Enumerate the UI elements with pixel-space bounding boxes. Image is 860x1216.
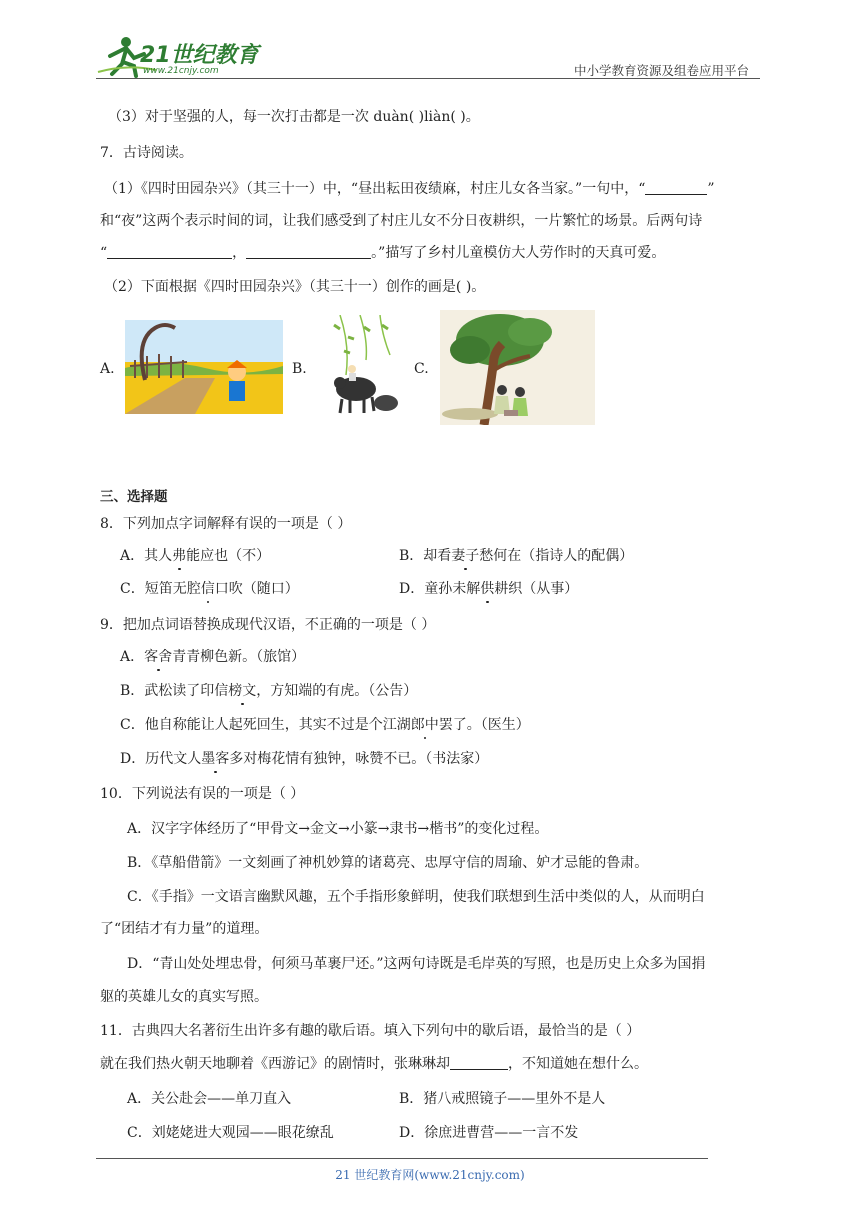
q9-b-pre: B．武松读了印信 xyxy=(120,683,229,699)
q10-title: 10．下列说法有误的一项是（ ） xyxy=(100,786,305,802)
q8-d-pre: D．童孙未解 xyxy=(399,581,481,597)
painting-b-buffalo-image xyxy=(320,315,405,421)
section-heading: 三、选择题 xyxy=(100,489,168,505)
q8-option-a[interactable] xyxy=(120,545,270,565)
q11-option-d[interactable]: D．徐庶进曹营——一言不发 xyxy=(399,1125,579,1141)
q11-stem-a: 就在我们热火朝天地聊着《西游记》的剧情时，张琳琳却 xyxy=(100,1056,450,1072)
q8-option-c[interactable] xyxy=(120,578,299,598)
q7-p1-l1-text: （1）《四时田园杂兴》（其三十一）中，“昼出耘田夜绩麻，村庄儿女各当家。”一句中，“ xyxy=(104,181,646,197)
q7-p1-l1-close: ” xyxy=(707,181,715,197)
q9-option-a[interactable] xyxy=(120,646,305,666)
q10-option-c-line1[interactable]: C．《手指》一文语言幽默风趣，五个手指形象鲜明，使我们联想到生活中类似的人，从而明白 xyxy=(127,889,705,905)
option-a-label: A. xyxy=(100,361,115,377)
q9-title: 9．把加点词语替换成现代汉语，不正确的一项是（ ） xyxy=(100,617,436,633)
logo-url: www.21cnjy.com xyxy=(143,66,219,76)
q9-d-pre: D．历代文人 xyxy=(120,751,202,767)
answer-blank[interactable] xyxy=(246,244,371,259)
q8-b-pre: B．却看 xyxy=(399,548,452,564)
q7-p1-l3-text: 。”描写了乡村儿童模仿大人劳作时的天真可爱。 xyxy=(371,245,666,261)
q8-title: 8．下列加点字词解释有误的一项是（ ） xyxy=(100,516,352,532)
painting-c-tree-image xyxy=(440,310,595,425)
q9-a-post: 青青柳色新。（旅馆） xyxy=(172,649,306,665)
emphasis-dot-word: 信 xyxy=(201,578,215,598)
q11-stem-b: ，不知道她在想什么。 xyxy=(508,1056,648,1072)
q9-c-post: 罢了。（医生） xyxy=(438,717,530,733)
answer-blank[interactable] xyxy=(107,244,232,259)
q11-option-a[interactable]: A．关公赴会——单刀直入 xyxy=(127,1091,292,1107)
q9-option-c[interactable] xyxy=(120,714,530,734)
q7-title: 7．古诗阅读。 xyxy=(100,145,193,161)
q7-p1-l3-open: “ xyxy=(100,245,108,261)
q8-c-post: 口吹（随口） xyxy=(214,581,299,597)
emphasis-dot-word: 供 xyxy=(480,578,494,598)
header-divider xyxy=(96,78,760,79)
q8-c-pre: C．短笛无腔 xyxy=(120,581,201,597)
q8-a-post: 能应也（不） xyxy=(186,548,271,564)
q11-option-c[interactable]: C．刘姥姥进大观园——眼花缭乱 xyxy=(127,1125,334,1141)
q7-p1-l3-comma: ， xyxy=(232,245,247,261)
q10-option-d-line1[interactable]: D．“青山处处埋忠骨，何须马革裹尸还。”这两句诗既是毛岸英的写照，也是历史上众多为国捐 xyxy=(127,956,706,972)
option-c-label: C. xyxy=(414,361,429,377)
q8-option-d[interactable] xyxy=(399,578,578,598)
painting-a-field-image xyxy=(125,320,283,414)
emphasis-dot-word: 弗 xyxy=(172,545,186,565)
q10-option-a[interactable]: A．汉字字体经历了“甲骨文→金文→小篆→隶书→楷书”的变化过程。 xyxy=(127,821,549,837)
q7-part1-line3 xyxy=(100,242,665,262)
q10-option-d-line2: 躯的英雄儿女的真实写照。 xyxy=(100,989,268,1005)
q10-option-b[interactable]: B．《草船借箭》一文刻画了神机妙算的诸葛亮、忠厚守信的周瑜、妒才忌能的鲁肃。 xyxy=(127,855,649,871)
answer-blank[interactable] xyxy=(450,1055,508,1070)
q7-part1-line1 xyxy=(104,178,715,198)
q8-a-pre: A．其人 xyxy=(120,548,173,564)
q9-d-post: 多对梅花情有独钟，咏赞不已。（书法家） xyxy=(229,751,489,767)
emphasis-dot-word: 榜文 xyxy=(228,680,256,700)
q9-option-b[interactable] xyxy=(120,680,417,700)
q9-option-d[interactable] xyxy=(120,748,488,768)
emphasis-dot-word: 妻子 xyxy=(451,545,479,565)
q9-a-pre: A． xyxy=(120,649,145,665)
q8-d-post: 耕织（从事） xyxy=(494,581,579,597)
q11-stem xyxy=(100,1053,648,1073)
q11-title: 11．古典四大名著衍生出许多有趣的歇后语。填入下列句中的歇后语，最恰当的是（ ） xyxy=(100,1023,641,1039)
footer-site-link[interactable]: 21 世纪教育网(www.21cnjy.com) xyxy=(335,1168,525,1182)
emphasis-dot-word: 郎中 xyxy=(411,714,439,734)
logo-text: 21世纪教育 xyxy=(140,43,259,68)
q6-part3: （3）对于坚强的人，每一次打击都是一次 duàn( )liàn( )。 xyxy=(108,109,480,125)
option-b-label: B. xyxy=(292,361,307,377)
q9-c-pre: C．他自称能让人起死回生，其实不过是个江湖 xyxy=(120,717,411,733)
q8-b-post: 愁何在（指诗人的配偶） xyxy=(479,548,634,564)
emphasis-dot-word: 客舍 xyxy=(144,646,172,666)
header-platform-name: 中小学教育资源及组卷应用平台 xyxy=(574,63,750,78)
q8-option-b[interactable] xyxy=(399,545,633,565)
answer-blank[interactable] xyxy=(645,180,707,195)
q11-option-b[interactable]: B．猪八戒照镜子——里外不是人 xyxy=(399,1091,606,1107)
q9-b-post: ，方知端的有虎。（公告） xyxy=(256,683,418,699)
q10-option-c-line2: 了“团结才有力量”的道理。 xyxy=(100,921,269,937)
q7-part1-line2: 和“夜”这两个表示时间的词，让我们感受到了村庄儿女不分日夜耕织，一片繁忙的场景。后两句诗 xyxy=(100,213,703,229)
emphasis-dot-word: 墨客 xyxy=(201,748,229,768)
q7-part2: （2）下面根据《四时田园杂兴》（其三十一）创作的画是( )。 xyxy=(104,279,486,295)
footer-divider xyxy=(96,1158,708,1159)
